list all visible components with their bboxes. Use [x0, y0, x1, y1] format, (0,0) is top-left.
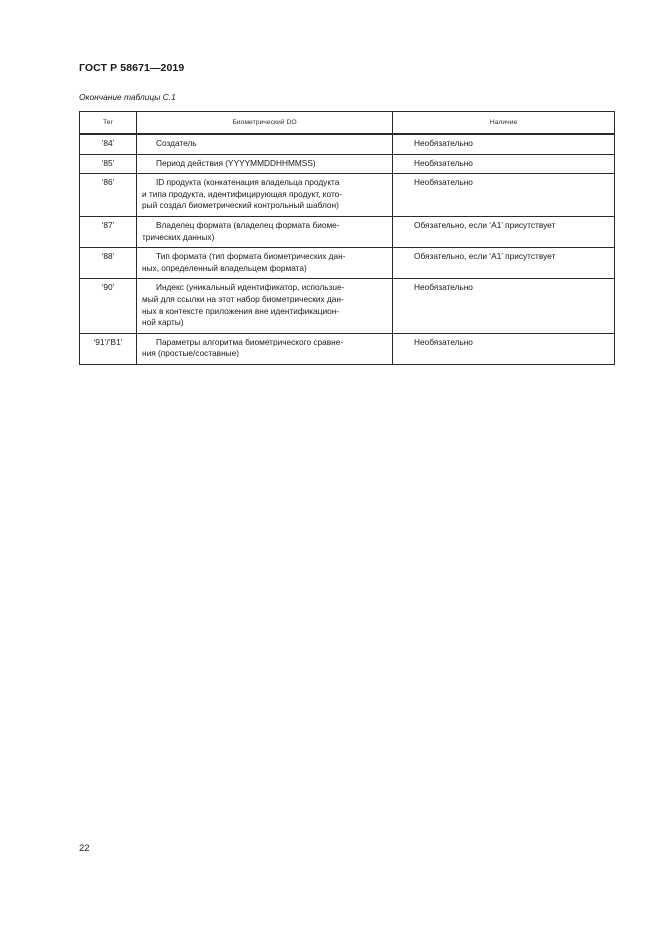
cell-tag: ‘87’	[80, 216, 137, 247]
cell-biometric-do-line: ных в контексте приложения вне идентификацион-	[142, 305, 340, 316]
table-row	[80, 216, 615, 247]
table-row	[80, 279, 615, 333]
cell-tag: ‘88’	[80, 248, 137, 279]
cell-biometric-do-line: ной карты)	[142, 317, 184, 328]
table-caption: Окончание таблицы С.1	[79, 92, 176, 102]
page-number: 22	[79, 843, 90, 854]
cell-tag: ‘91’/‘B1’	[80, 333, 137, 364]
column-header-availability: Наличие	[393, 112, 615, 135]
cell-biometric-do-line: ния (простые/составные)	[142, 348, 239, 359]
cell-availability: Необязательно	[393, 154, 615, 174]
cell-availability: Необязательно	[393, 134, 615, 154]
cell-biometric-do-line: рый создал биометрический контрольный шаблон)	[142, 200, 339, 211]
cell-biometric-do-line: ных, определенный владельцем формата)	[142, 262, 307, 273]
cell-biometric-do-line: и типа продукта, идентифицирующая продукт, кото-	[142, 188, 343, 199]
cell-biometric-do-line: трических данных)	[142, 231, 215, 242]
table-body	[80, 134, 615, 364]
cell-availability: Обязательно, если ‘A1’ присутствует	[393, 216, 615, 247]
cell-biometric-do	[137, 333, 393, 364]
table-row	[80, 134, 615, 154]
cell-biometric-do	[137, 134, 393, 154]
cell-biometric-do-line: ID продукта (конкатенация владельца продукта	[156, 177, 340, 188]
table-row	[80, 248, 615, 279]
cell-biometric-do-line: Параметры алгоритма биометрического сравне-	[156, 336, 344, 347]
document-header-standard: ГОСТ Р 58671—2019	[79, 62, 185, 74]
cell-biometric-do	[137, 248, 393, 279]
cell-biometric-do	[137, 174, 393, 217]
table-row	[80, 333, 615, 364]
cell-availability: Необязательно	[393, 333, 615, 364]
cell-biometric-do	[137, 279, 393, 333]
cell-availability: Необязательно	[393, 174, 615, 217]
cell-biometric-do-line: мый для ссылки на этот набор биометрических дан-	[142, 293, 344, 304]
cell-biometric-do-line: Создатель	[156, 138, 197, 148]
column-header-tag: Тег	[80, 112, 137, 135]
column-header-biometric-do: Биометрический DO	[137, 112, 393, 135]
cell-biometric-do-line: Период действия (YYYYMMDDHHMMSS)	[156, 157, 316, 168]
cell-availability: Необязательно	[393, 279, 615, 333]
cell-biometric-do	[137, 154, 393, 174]
cell-tag: ‘84’	[80, 134, 137, 154]
cell-availability: Обязательно, если ‘A1’ присутствует	[393, 248, 615, 279]
cell-tag: ‘86’	[80, 174, 137, 217]
cell-tag: ‘90’	[80, 279, 137, 333]
biometric-do-table	[79, 111, 615, 365]
table-header-row	[80, 112, 615, 135]
cell-biometric-do-line: Тип формата (тип формата биометрических дан-	[156, 251, 346, 262]
cell-biometric-do-line: Владелец формата (владелец формата биоме-	[156, 219, 340, 230]
cell-biometric-do-line: Индекс (уникальный идентификатор, использue-	[156, 282, 345, 293]
cell-tag: ‘85’	[80, 154, 137, 174]
table-row	[80, 154, 615, 174]
table-row	[80, 174, 615, 217]
cell-biometric-do	[137, 216, 393, 247]
